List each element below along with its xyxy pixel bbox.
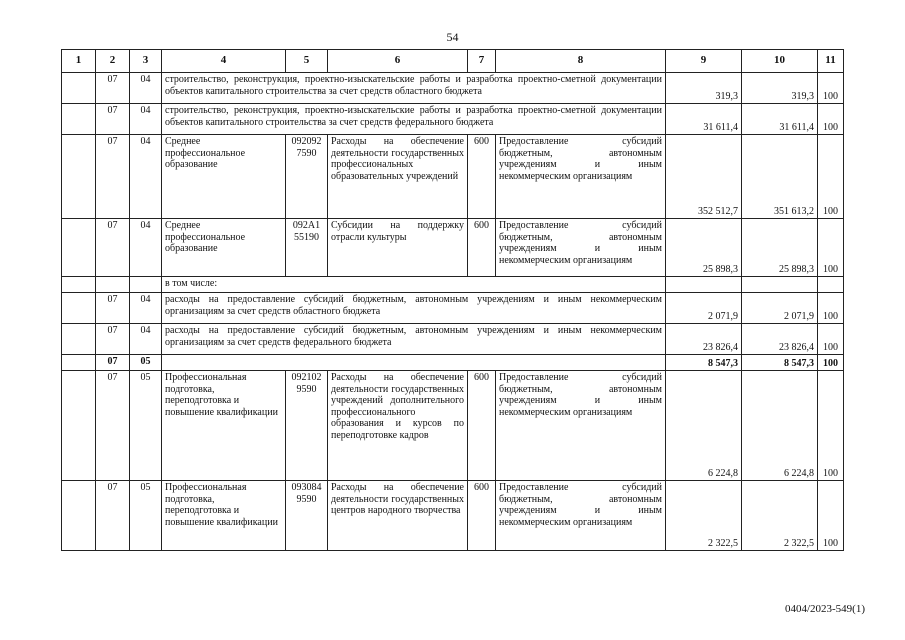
section-code: 07 [96, 481, 130, 551]
value-plan: 23 826,4 [666, 324, 742, 355]
header-cell: 1 [62, 50, 96, 73]
value-plan: 8 547,3 [666, 355, 742, 371]
value-percent: 100 [818, 293, 844, 324]
table-row [62, 104, 844, 135]
value-plan: 6 224,8 [666, 371, 742, 481]
subsection-code: 04 [130, 104, 162, 135]
subsection-code: 05 [130, 355, 162, 371]
value-plan: 31 611,4 [666, 104, 742, 135]
row-description: расходы на предоставление субсидий бюджетным, автономным учреждениям и иным некоммерческим организациям за счет средств федерального бюджета [162, 324, 666, 355]
table-row [62, 481, 844, 551]
value-plan: 319,3 [666, 73, 742, 104]
value-plan: 25 898,3 [666, 219, 742, 277]
value-percent: 100 [818, 135, 844, 219]
table-row [62, 371, 844, 481]
header-cell: 11 [818, 50, 844, 73]
subsection-code: 05 [130, 481, 162, 551]
target-code: 092092 7590 [286, 135, 328, 219]
expense-type-name: Предоставление субсидий бюджетным, автономным учреждениям и иным некоммерческим организациям [496, 371, 666, 481]
row-description: строительство, реконструкция, проектно-изыскательские работы и разработка проектно-сметной документации объектов капитального строительства за счет средств областного бюджета [162, 73, 666, 104]
expense-type-code: 600 [468, 371, 496, 481]
target-code: 093084 9590 [286, 481, 328, 551]
table-row [62, 73, 844, 104]
target-purpose: Расходы на обеспечение деятельности государственных центров народного творчества [328, 481, 468, 551]
section-name: Профессиональная подготовка, переподготовка и повышение квалификации [162, 481, 286, 551]
target-purpose: Расходы на обеспечение деятельности государственных учреждений дополнительного профессионального образования и курсов по переподготовке кадров [328, 371, 468, 481]
value-percent: 100 [818, 355, 844, 371]
value-percent: 100 [818, 324, 844, 355]
header-cell: 10 [742, 50, 818, 73]
subsection-code: 04 [130, 135, 162, 219]
header-cell: 7 [468, 50, 496, 73]
value-actual: 2 322,5 [742, 481, 818, 551]
target-purpose: Субсидии на поддержку отрасли культуры [328, 219, 468, 277]
value-actual: 319,3 [742, 73, 818, 104]
value-actual: 25 898,3 [742, 219, 818, 277]
section-code: 07 [96, 355, 130, 371]
section-code: 07 [96, 324, 130, 355]
expense-type-code: 600 [468, 135, 496, 219]
header-cell: 9 [666, 50, 742, 73]
table-row [62, 293, 844, 324]
expense-type-name: Предоставление субсидий бюджетным, автономным учреждениям и иным некоммерческим организациям [496, 219, 666, 277]
value-plan: 2 322,5 [666, 481, 742, 551]
value-actual: 8 547,3 [742, 355, 818, 371]
subsection-code: 04 [130, 73, 162, 104]
value-percent: 100 [818, 104, 844, 135]
document-id: 0404/2023-549(1) [784, 603, 865, 615]
subsection-code: 04 [130, 324, 162, 355]
section-code: 07 [96, 219, 130, 277]
subsection-code: 05 [130, 371, 162, 481]
header-row [62, 50, 844, 73]
section-code: 07 [96, 73, 130, 104]
value-actual: 6 224,8 [742, 371, 818, 481]
budget-table [61, 49, 844, 551]
subtotal-row [62, 355, 844, 371]
value-percent: 100 [818, 481, 844, 551]
table-row [62, 219, 844, 277]
value-plan: 352 512,7 [666, 135, 742, 219]
target-purpose: Расходы на обеспечение деятельности государственных профессиональных образовательных учреждений [328, 135, 468, 219]
table-row [62, 277, 844, 293]
subsection-code: 04 [130, 219, 162, 277]
header-cell: 2 [96, 50, 130, 73]
page-number: 54 [446, 30, 459, 44]
expense-type-code: 600 [468, 219, 496, 277]
value-percent: 100 [818, 371, 844, 481]
value-percent: 100 [818, 73, 844, 104]
section-name: Среднее профессиональное образование [162, 219, 286, 277]
value-actual: 2 071,9 [742, 293, 818, 324]
header-cell: 5 [286, 50, 328, 73]
value-plan: 2 071,9 [666, 293, 742, 324]
target-code: 092102 9590 [286, 371, 328, 481]
value-actual: 23 826,4 [742, 324, 818, 355]
table-row [62, 135, 844, 219]
value-actual: 351 613,2 [742, 135, 818, 219]
section-code: 07 [96, 293, 130, 324]
row-description: расходы на предоставление субсидий бюджетным, автономным учреждениям и иным некоммерческим организациям за счет средств областного бюджета [162, 293, 666, 324]
header-cell: 8 [496, 50, 666, 73]
header-cell: 6 [328, 50, 468, 73]
row-description: строительство, реконструкция, проектно-изыскательские работы и разработка проектно-сметной документации объектов капитального строительства за счет средств федерального бюджета [162, 104, 666, 135]
section-code: 07 [96, 371, 130, 481]
value-actual: 31 611,4 [742, 104, 818, 135]
section-name: Среднее профессиональное образование [162, 135, 286, 219]
section-code: 07 [96, 135, 130, 219]
subsection-code: 04 [130, 293, 162, 324]
table-row [62, 324, 844, 355]
expense-type-name: Предоставление субсидий бюджетным, автономным учреждениям и иным некоммерческим организациям [496, 481, 666, 551]
header-cell: 4 [162, 50, 286, 73]
value-percent: 100 [818, 219, 844, 277]
header-cell: 3 [130, 50, 162, 73]
section-name: Профессиональная подготовка, переподготовка и повышение квалификации [162, 371, 286, 481]
expense-type-name: Предоставление субсидий бюджетным, автономным учреждениям и иным некоммерческим организациям [496, 135, 666, 219]
section-code: 07 [96, 104, 130, 135]
row-description: в том числе: [162, 277, 666, 293]
target-code: 092А1 55190 [286, 219, 328, 277]
expense-type-code: 600 [468, 481, 496, 551]
